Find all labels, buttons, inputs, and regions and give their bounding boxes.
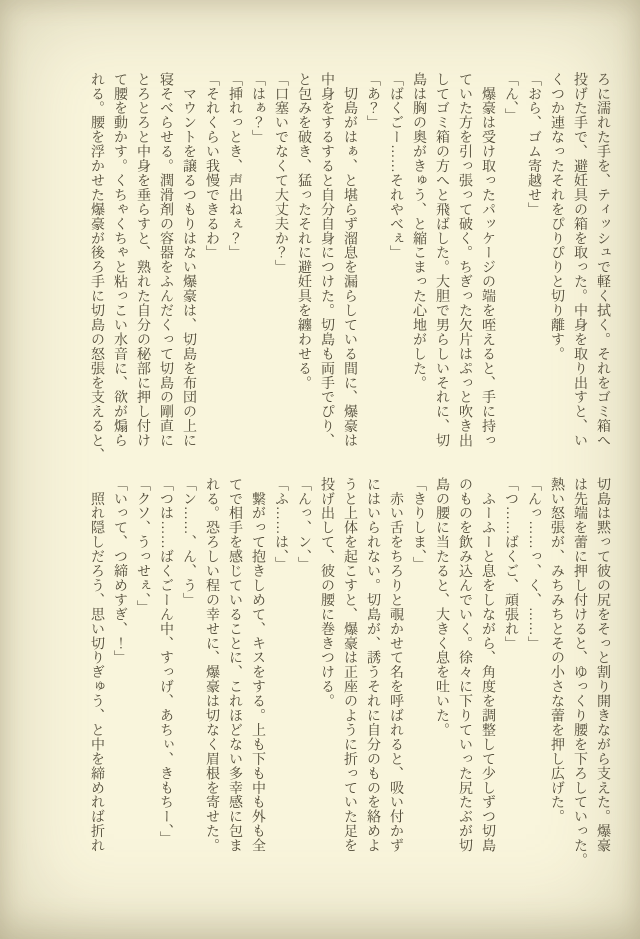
text-column: のものを飲み込んでいく。徐々に下りていった尻たぶが切 bbox=[457, 477, 472, 853]
text-column: れる。恐ろしい程の幸せに、爆豪は切なく眉根を寄せた。 bbox=[204, 477, 219, 853]
text-column: くつか連なったそれをぴりぴりと切り離す。 bbox=[549, 72, 564, 361]
text-column: 「きりしま、」 bbox=[411, 477, 426, 572]
text-column: ろに濡れた手を、ティッシュで軽く拭く。それをゴミ箱へ bbox=[595, 72, 610, 448]
text-column: て腰を動かす。くちゃくちゃと粘っこい水音に、欲が煽ら bbox=[112, 72, 127, 448]
text-column: れる。腰を浮かせた爆豪が後ろ手に切島の怒張を支えると、 bbox=[89, 72, 104, 463]
text-column: 爆豪は受け取ったパッケージの端を咥えると、手に持っ bbox=[480, 72, 495, 448]
text-column: は先端を蕾に押し付けると、ゆっくり腰を下ろしていった。 bbox=[572, 477, 587, 868]
text-column: 「口塞いでなくて大丈夫か？」 bbox=[273, 72, 288, 275]
bottom-text-block bbox=[85, 477, 614, 877]
text-column: 切島は黙って彼の尻をそっと割り開きながら支えた。爆豪 bbox=[595, 477, 610, 853]
text-column: 繋がって抱きしめて、キスをする。上も下も中も外も全 bbox=[250, 477, 265, 853]
text-column: うと上体を起こすと、爆豪は正座のように折っていた足を bbox=[342, 477, 357, 853]
text-column: してゴミ箱の方へと飛ばした。大胆で男らしいそれに、切 bbox=[434, 72, 449, 448]
text-column: 「ん、」 bbox=[503, 72, 518, 123]
text-column: 照れ隠しだろう、思い切りぎゅう、と中を締めれば折れ bbox=[89, 477, 104, 853]
text-column: 「クソ、うっせぇ、」 bbox=[135, 477, 150, 615]
text-column: 「つ……ばくご、頑張れ」 bbox=[503, 477, 518, 651]
text-column: 「いって、つ締めすぎ、！」 bbox=[112, 477, 127, 665]
text-column: 「挿れっとき、声出ねぇ？」 bbox=[227, 72, 242, 260]
text-column: 「ン……、ん、う」 bbox=[181, 477, 196, 608]
text-column: 投げ出して、彼の腰に巻きつける。 bbox=[319, 477, 334, 709]
text-column: てで相手を感じていることに、これほどない多幸感に包ま bbox=[227, 477, 242, 853]
text-column: 「はぁ？」 bbox=[250, 72, 265, 145]
text-column: 「んっ……っ、く、……」 bbox=[526, 477, 541, 651]
top-text-block bbox=[85, 72, 614, 472]
text-column: 投げた手で、避妊具の箱を取った。中身を取り出すと、い bbox=[572, 72, 587, 448]
text-column: マウントを譲るつもりはない爆豪は、切島を布団の上に bbox=[181, 72, 196, 448]
text-column: 「それくらい我慢できるわ」 bbox=[204, 72, 219, 260]
text-column: にはいられない。切島が、誘うそれに自分のものを絡めよ bbox=[365, 477, 380, 853]
text-column: 中身をするすると自分自身につけた。切島も両手でぴり、 bbox=[319, 72, 334, 448]
text-column: ていた方を引っ張って破く。ちぎった欠片はぷっと吹き出 bbox=[457, 72, 472, 448]
text-column: 「あ？」 bbox=[365, 72, 380, 130]
text-column: 島は胸の奥がきゅう、と縮こまった心地がした。 bbox=[411, 72, 426, 390]
text-column: 「ふ……は、」 bbox=[273, 477, 288, 572]
text-column: 島の腰に当たると、大きく息を吐いた。 bbox=[434, 477, 449, 738]
text-column: と包みを破き、猛ったそれに避妊具を纏わせる。 bbox=[296, 72, 311, 390]
text-column: とろとろと中身を垂らすと、熟れた自分の秘部に押し付け bbox=[135, 72, 150, 448]
text-column: 「ばくごー……それやべぇ」 bbox=[388, 72, 403, 260]
text-column: 「おら、ゴム寄越せ」 bbox=[526, 72, 541, 217]
text-column: 切島がはぁ、と堪らず溜息を漏らしている間に、爆豪は bbox=[342, 72, 357, 448]
text-column: ふーふーと息をしながら、角度を調整して少しずつ切島 bbox=[480, 477, 495, 853]
text-column: 寝そべらせる。潤滑剤の容器をふんだくって切島の剛直に bbox=[158, 72, 173, 448]
text-column: 「つは……ばくごーん中、すっげ、あちぃ、きもちー、」 bbox=[158, 477, 173, 846]
text-column: 熱い怒張が、みちみちとその小さな蕾を押し広げた。 bbox=[549, 477, 564, 824]
text-column: 「んっ、ン、」 bbox=[296, 477, 311, 572]
text-column: 赤い舌をちろりと覗かせて名を呼ばれると、吸い付かず bbox=[388, 477, 403, 853]
